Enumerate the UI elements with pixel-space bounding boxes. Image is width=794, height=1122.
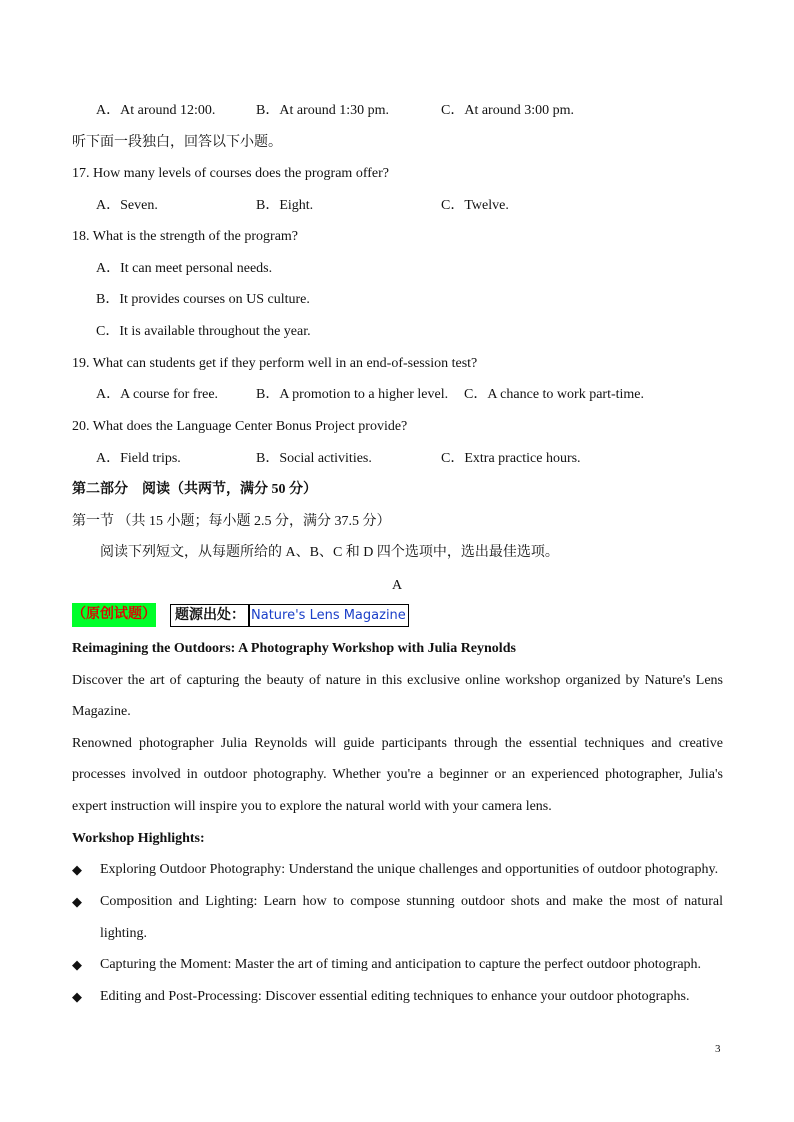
q19-option-c: C．A chance to work part-time.	[464, 387, 645, 402]
highlight-text: Editing and Post-Processing: Discover essential editing techniques to enhance your outdoor photographs.	[100, 989, 690, 1004]
q16-option-a: A．At around 12:00.	[96, 103, 216, 118]
source-link[interactable]: Nature's Lens Magazine	[248, 604, 409, 627]
diamond-bullet-icon: ◆	[72, 862, 82, 877]
q20-stem: 20. What does the Language Center Bonus Project provide?	[72, 419, 408, 434]
q17-option-a: A．Seven.	[96, 198, 158, 213]
q16-option-c: C．At around 3:00 pm.	[441, 103, 574, 118]
source-label: 题源出处：	[170, 604, 250, 627]
original-question-tag: （原创试题）	[72, 603, 156, 627]
paragraph-2-line-1: Renowned photographer Julia Reynolds will guide participants through the essential techniques and creative	[72, 736, 723, 751]
section1-heading: 第一节 （共 15 小题；每小题 2.5 分，满分 37.5 分）	[72, 514, 391, 529]
page-number: 3	[715, 1043, 721, 1055]
paragraph-1-line-2: Magazine.	[72, 704, 131, 719]
q18-option-b: B．It provides courses on US culture.	[96, 292, 310, 307]
monologue-instruction: 听下面一段独白，回答以下小题。	[72, 135, 282, 150]
paragraph-2-line-2: processes involved in outdoor photography. Whether you're a beginner or an experienced photographer, Julia's	[72, 767, 723, 782]
paragraph-2-line-3: expert instruction will inspire you to explore the natural world with your camera lens.	[72, 799, 552, 814]
reading-instruction: 阅读下列短文，从每题所给的 A、B、C 和 D 四个选项中，选出最佳选项。	[100, 545, 559, 560]
highlights-heading: Workshop Highlights:	[72, 831, 205, 846]
highlight-text: Composition and Lighting: Learn how to compose stunning outdoor shots and make the most of natural	[100, 894, 723, 909]
diamond-bullet-icon: ◆	[72, 894, 82, 909]
q17-option-c: C．Twelve.	[441, 198, 509, 213]
highlight-continuation: lighting.	[100, 926, 148, 941]
q16-option-b: B．At around 1:30 pm.	[256, 103, 389, 118]
part2-title: 第二部分 阅读（共两节，满分 50 分）	[72, 482, 317, 497]
q20-option-a: A．Field trips.	[96, 451, 181, 466]
q17-stem: 17. How many levels of courses does the program offer?	[72, 166, 389, 181]
q20-option-c: C．Extra practice hours.	[441, 451, 581, 466]
article-title: Reimagining the Outdoors: A Photography Workshop with Julia Reynolds	[72, 641, 516, 656]
q19-stem: 19. What can students get if they perform well in an end-of-session test?	[72, 356, 478, 371]
q18-option-a: A．It can meet personal needs.	[96, 261, 273, 276]
q17-option-b: B．Eight.	[256, 198, 314, 213]
highlight-text: Exploring Outdoor Photography: Understand the unique challenges and opportunities of outdoor photography.	[100, 862, 719, 877]
diamond-bullet-icon: ◆	[72, 957, 82, 972]
q18-stem: 18. What is the strength of the program?	[72, 229, 299, 244]
diamond-bullet-icon: ◆	[72, 989, 82, 1004]
q20-option-b: B．Social activities.	[256, 451, 372, 466]
q19-option-a: A．A course for free.	[96, 387, 219, 402]
q18-option-c: C．It is available throughout the year.	[96, 324, 311, 339]
highlight-text: Capturing the Moment: Master the art of timing and anticipation to capture the perfect outdoor photograph.	[100, 957, 702, 972]
passage-letter: A	[392, 578, 403, 593]
q19-option-b: B．A promotion to a higher level.	[256, 387, 449, 402]
paragraph-1-line-1: Discover the art of capturing the beauty of nature in this exclusive online workshop organized by Nature's Lens	[72, 673, 723, 688]
